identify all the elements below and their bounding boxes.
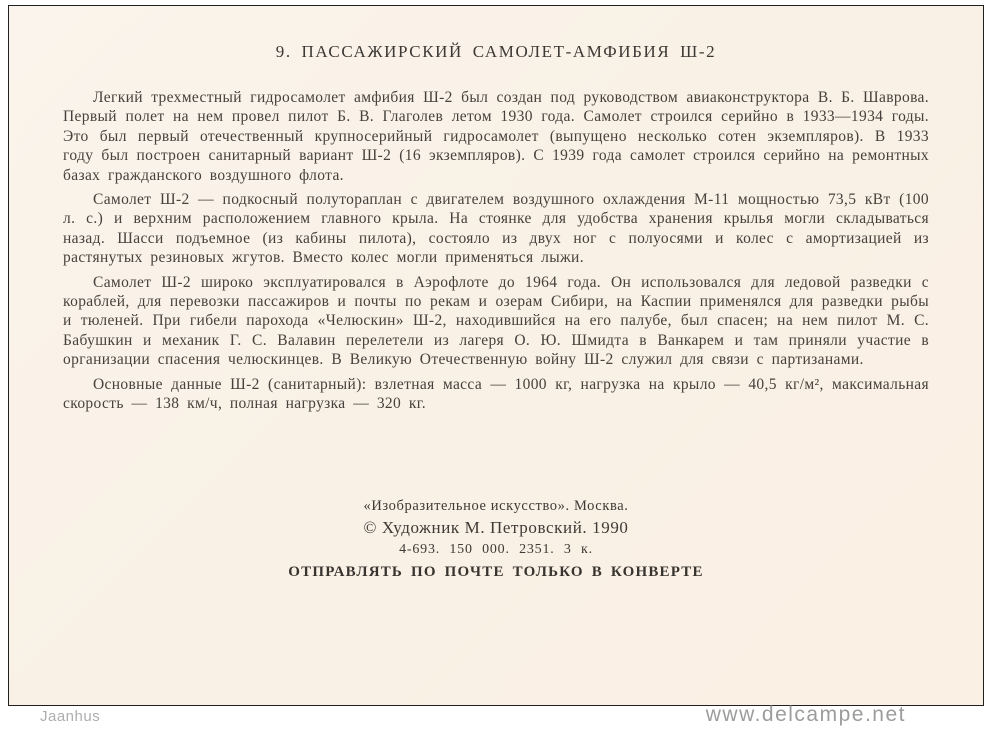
imprint-artist-copyright: © Художник М. Петровский. 1990 xyxy=(363,517,629,537)
imprint-print-code: 4-693. 150 000. 2351. 3 к. xyxy=(399,541,593,557)
body-paragraph-design: Самолет Ш-2 — подкосный полутораплан с двигателем воздушного охлаждения М-11 мощностью 73,5 кВт (100 л. с.) и верхним расположением главного крыла. На стоянке для удобства хранения крылья могли складываться назад. Шасси подъемное (из кабины пилота), состояло из двух ног с полуосями и колес с амортизацией из растянутых резиновых жгутов. Вместо колес могли применяться лыжи. xyxy=(63,191,929,267)
body-paragraph-history: Легкий трехместный гидросамолет амфибия Ш-2 был создан под руководством авиаконструктора В. Б. Шаврова. Первый полет на нем провел пилот Б. В. Глаголев летом 1930 года. Самолет строился серийно в 1933—1934 годы. Это был первый отечественный крупносерийный гидросамолет (выпущено несколько сотен экземпляров). В 1933 году был построен санитарный вариант Ш-2 (16 экземпляров). С 1939 года самолет строился серийно на ремонтных базах гражданского воздушного флота. xyxy=(63,89,929,184)
watermark-seller-name: Jaanhus xyxy=(40,708,101,725)
watermark-site-link[interactable]: www.delcampe.net xyxy=(705,703,906,726)
postcard-back xyxy=(8,5,984,706)
imprint-publisher: «Изобразительное искусство». Москва. xyxy=(363,497,629,514)
imprint-block xyxy=(63,498,929,581)
imprint-mail-notice: ОТПРАВЛЯТЬ ПО ПОЧТЕ ТОЛЬКО В КОНВЕРТЕ xyxy=(288,563,704,580)
postcard-body xyxy=(63,88,929,414)
postcard-content xyxy=(9,6,983,581)
body-paragraph-specs: Основные данные Ш-2 (санитарный): взлетная масса — 1000 кг, нагрузка на крыло — 40,5 кг/м², максимальная скорость — 138 км/ч, полная нагрузка — 320 кг. xyxy=(63,375,929,413)
postcard-title: 9. ПАССАЖИРСКИЙ САМОЛЕТ-АМФИБИЯ Ш-2 xyxy=(275,42,717,61)
body-paragraph-service: Самолет Ш-2 широко эксплуатировался в Аэрофлоте до 1964 года. Он использовался для ледовой разведки с кораблей, для перевозки пассажиров и почты по рекам и озерам Сибири, на Каспии применялся для разведки рыбы и тюленей. При гибели парохода «Челюскин» Ш-2, находившийся на его палубе, был спасен; на нем пилот М. С. Бабушкин и механик Г. С. Валавин перелетели из лагеря О. Ю. Шмидта в Ванкарем и там приняли участие в организации спасения челюскинцев. В Великую Отечественную войну Ш-2 служил для связи с партизанами. xyxy=(63,273,929,369)
